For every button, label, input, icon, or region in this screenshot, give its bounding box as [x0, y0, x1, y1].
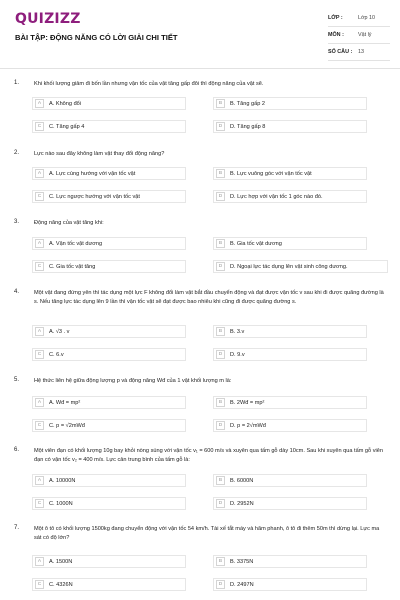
question-number: 5. [14, 377, 20, 383]
meta-row-subject [328, 27, 390, 44]
question-number: 4. [14, 289, 20, 295]
option-letter: C [35, 192, 44, 201]
option-text: B. 3375N [230, 558, 254, 565]
option-letter: A [35, 99, 44, 108]
option-b[interactable] [213, 97, 367, 110]
option-d[interactable] [213, 260, 388, 273]
option-d[interactable] [213, 190, 367, 203]
option-text: B. Tăng gấp 2 [230, 100, 266, 107]
question-text: Khi khối lượng giảm đi bốn lần nhưng vận tốc của vật tăng gấp đôi thì động năng của vật sẽ. [34, 81, 264, 87]
quizizz-logo: QUIZIZZ [15, 11, 81, 27]
option-c[interactable] [32, 497, 186, 510]
option-letter: C [35, 421, 44, 430]
option-text: A. Vận tốc vật dương [49, 240, 103, 247]
option-d[interactable] [213, 578, 367, 591]
option-letter: B [216, 99, 225, 108]
question-text: Một ô tô có khối lượng 1500kg đang chuyển động với vận tốc 54 km/h. Tài xế tắt máy và hãm phanh, ô tô đi thêm 50m thì dừng lại. Lực ma sát có độ lớn? [34, 526, 380, 541]
option-text: B. 2Wđ = mp² [230, 399, 265, 406]
option-text: D. 2497N [230, 581, 254, 588]
option-text: C. 6.v [49, 351, 64, 358]
question-number: 2. [14, 150, 20, 156]
option-d[interactable] [213, 120, 367, 133]
option-text: A. 1500N [49, 558, 73, 565]
option-text: B. 3.v [230, 328, 245, 335]
option-a[interactable] [32, 97, 186, 110]
option-text: C. Lực ngược hướng với vận tốc vật [49, 193, 140, 200]
meta-label: SỐ CÂU : [328, 49, 353, 55]
question-number: 1. [14, 80, 20, 86]
option-letter: A [35, 557, 44, 566]
option-text: A. Lực cùng hướng với vận tốc vật [49, 170, 136, 177]
option-letter: C [35, 580, 44, 589]
option-b[interactable] [213, 555, 367, 568]
question-number: 3. [14, 219, 20, 225]
meta-value: Lớp 10 [358, 15, 376, 21]
page-title: BÀI TẬP: ĐỘNG NĂNG CÓ LỜI GIẢI CHI TIẾT [15, 33, 178, 42]
option-c[interactable] [32, 419, 186, 432]
option-letter: D [216, 580, 225, 589]
question-number: 7. [14, 525, 20, 531]
option-letter: D [216, 262, 225, 271]
question-number: 6. [14, 447, 20, 453]
option-b[interactable] [213, 474, 367, 487]
option-letter: B [216, 169, 225, 178]
option-letter: C [35, 262, 44, 271]
option-letter: B [216, 239, 225, 248]
option-letter: A [35, 476, 44, 485]
option-text: C. Gia tốc vật tăng [49, 263, 96, 270]
option-d[interactable] [213, 419, 367, 432]
option-a[interactable] [32, 396, 186, 409]
option-b[interactable] [213, 325, 367, 338]
option-c[interactable] [32, 190, 186, 203]
option-a[interactable] [32, 325, 186, 338]
worksheet-header [0, 0, 400, 69]
option-letter: D [216, 350, 225, 359]
option-text: A. Wđ = mp² [49, 399, 81, 406]
option-b[interactable] [213, 396, 367, 409]
meta-label: MÔN : [328, 32, 344, 38]
option-text: B. Lực vuông góc với vận tốc vật [230, 170, 312, 177]
option-letter: D [216, 499, 225, 508]
question-text: Một vật đang đứng yên thì tác dụng một lực F không đổi làm vật bắt đầu chuyển động và đạt được vận tốc v sau khi đi được quãng đường là s. Nếu tăng lực tác dụng lên 9 lần thì vận tốc vật sẽ đạt được bao nhiêu khi cũng đi được quãng đường s. [34, 290, 384, 305]
option-b[interactable] [213, 237, 367, 250]
option-letter: A [35, 169, 44, 178]
option-letter: B [216, 476, 225, 485]
option-text: D. Lực hợp với vận tốc 1 góc nào đó. [230, 193, 323, 200]
option-letter: C [35, 499, 44, 508]
option-letter: B [216, 327, 225, 336]
option-letter: B [216, 557, 225, 566]
option-text: D. Ngoại lực tác dụng lên vật sinh công dương. [230, 263, 348, 270]
meta-value: Vật lý [358, 32, 372, 38]
option-b[interactable] [213, 167, 367, 180]
question-text: Hệ thức liên hệ giữa động lượng p và động năng Wđ của 1 vật khối lượng m là: [34, 378, 232, 384]
option-a[interactable] [32, 555, 186, 568]
option-text: C. Tăng gấp 4 [49, 123, 85, 130]
option-text: D. 2952N [230, 500, 254, 507]
option-text: A. Không đổi [49, 100, 82, 107]
option-text: D. 9.v [230, 351, 245, 358]
option-letter: A [35, 398, 44, 407]
option-c[interactable] [32, 120, 186, 133]
option-text: A. 10000N [49, 477, 76, 484]
option-letter: D [216, 421, 225, 430]
option-a[interactable] [32, 474, 186, 487]
option-c[interactable] [32, 260, 186, 273]
option-letter: A [35, 239, 44, 248]
option-text: C. 1000N [49, 500, 73, 507]
option-letter: D [216, 122, 225, 131]
question-text: Một viên đạn có khối lượng 10g bay khỏi nòng súng với vận tốc v₁ = 600 m/s và xuyên qua tấm gỗ dày 10cm. Sau khi xuyên qua tấm gỗ viên đạn có vận tốc v₂ = 400 m/s. Lực cản trung bình của tấm gỗ là: [34, 448, 383, 463]
question-text: Động năng của vật tăng khi: [34, 220, 104, 226]
meta-panel [328, 10, 390, 61]
option-letter: C [35, 350, 44, 359]
option-text: D. Tăng gấp 8 [230, 123, 266, 130]
option-text: C. p = √2mWđ [49, 422, 85, 429]
option-letter: A [35, 327, 44, 336]
option-text: B. 6000N [230, 477, 254, 484]
meta-row-class [328, 10, 390, 27]
option-text: D. p = 2√mWđ [230, 422, 266, 429]
option-d[interactable] [213, 348, 367, 361]
option-a[interactable] [32, 237, 186, 250]
meta-row-count [328, 44, 390, 61]
option-c[interactable] [32, 348, 186, 361]
option-letter: C [35, 122, 44, 131]
option-c[interactable] [32, 578, 186, 591]
option-letter: D [216, 192, 225, 201]
option-text: B. Gia tốc vật dương [230, 240, 282, 247]
option-letter: B [216, 398, 225, 407]
meta-value: 13 [358, 49, 364, 55]
option-d[interactable] [213, 497, 367, 510]
meta-label: LỚP : [328, 15, 343, 21]
option-a[interactable] [32, 167, 186, 180]
question-text: Lực nào sau đây không làm vật thay đổi động năng? [34, 151, 165, 157]
option-text: C. 4326N [49, 581, 73, 588]
option-text: A. √3 . v [49, 328, 70, 335]
